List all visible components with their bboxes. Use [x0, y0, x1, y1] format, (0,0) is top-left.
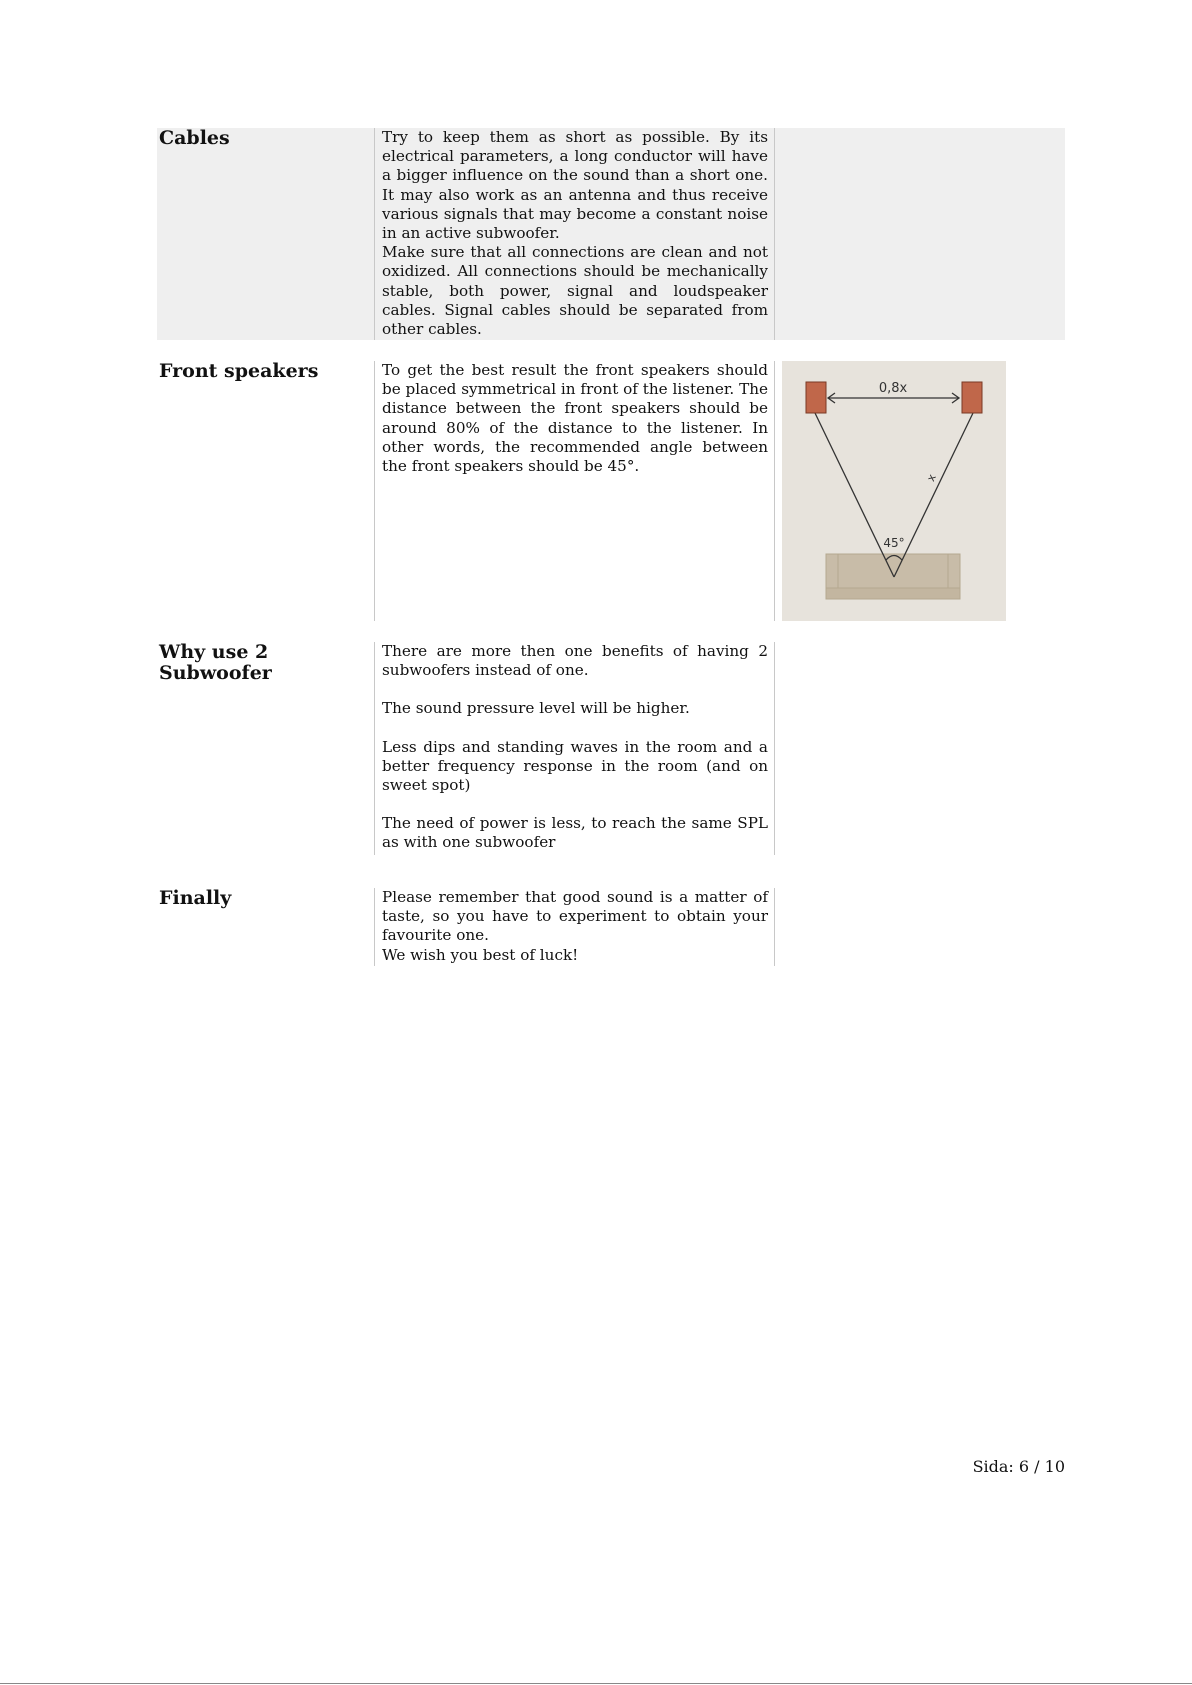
paragraph: Less dips and standing waves in the room and a better frequency response in the room (and on sweet spot) [382, 737, 768, 795]
front-left-speaker [806, 382, 826, 413]
section-front-speakers [157, 361, 1065, 621]
side-label: x [924, 472, 939, 484]
section-body-finally [374, 888, 775, 966]
paragraph: Please remember that good sound is a matter of taste, so you have to experiment to obtain your favourite one. [382, 888, 768, 945]
page-bottom-rule [0, 1683, 1192, 1684]
section-finally [157, 888, 1065, 966]
paragraph: The need of power is less, to reach the same SPL as with one subwoofer [382, 814, 768, 852]
speaker-placement-diagram [782, 361, 1006, 621]
section-body-why-two-subwoofers [374, 642, 775, 855]
paragraph: Try to keep them as short as possible. By its electrical parameters, a long conductor will have a bigger influence on the sound than a short one. It may also work as an antenna and thus receive various signals that may become a constant noise in an active subwoofer. [382, 128, 768, 243]
section-why-two-subwoofers [157, 642, 1065, 855]
section-cables [157, 128, 1065, 340]
paragraph: The sound pressure level will be higher. [382, 699, 690, 718]
section-body-cables [374, 128, 775, 340]
paragraph: We wish you best of luck! [382, 945, 579, 964]
section-heading-cables: Cables [159, 127, 230, 149]
distance-label: 0,8x [878, 381, 908, 396]
angle-label: 45° [883, 536, 905, 550]
sofa-base [826, 588, 960, 599]
section-heading-finally: Finally [159, 887, 232, 909]
listener-sofa [826, 554, 960, 592]
page-number: Sida: 6 / 10 [972, 1457, 1065, 1476]
speaker-placement-svg [782, 361, 1006, 621]
section-body-front-speakers [374, 361, 775, 621]
section-heading-why-two-subwoofers: Why use 2 Subwoofer [159, 641, 272, 684]
paragraph: Make sure that all connections are clean and not oxidized. All connections should be mechanically stable, both power, signal and loudspeaker cables. Signal cables should be separated from other cables. [382, 243, 768, 339]
paragraph: There are more then one benefits of having 2 subwoofers instead of one. [382, 642, 768, 680]
section-heading-front-speakers: Front speakers [159, 360, 319, 382]
paragraph: To get the best result the front speakers should be placed symmetrical in front of the listener. The distance between the front speakers should be around 80% of the distance to the listener. In other words, the recommended angle between the front speakers should be 45°. [382, 361, 768, 476]
front-right-speaker [962, 382, 982, 413]
